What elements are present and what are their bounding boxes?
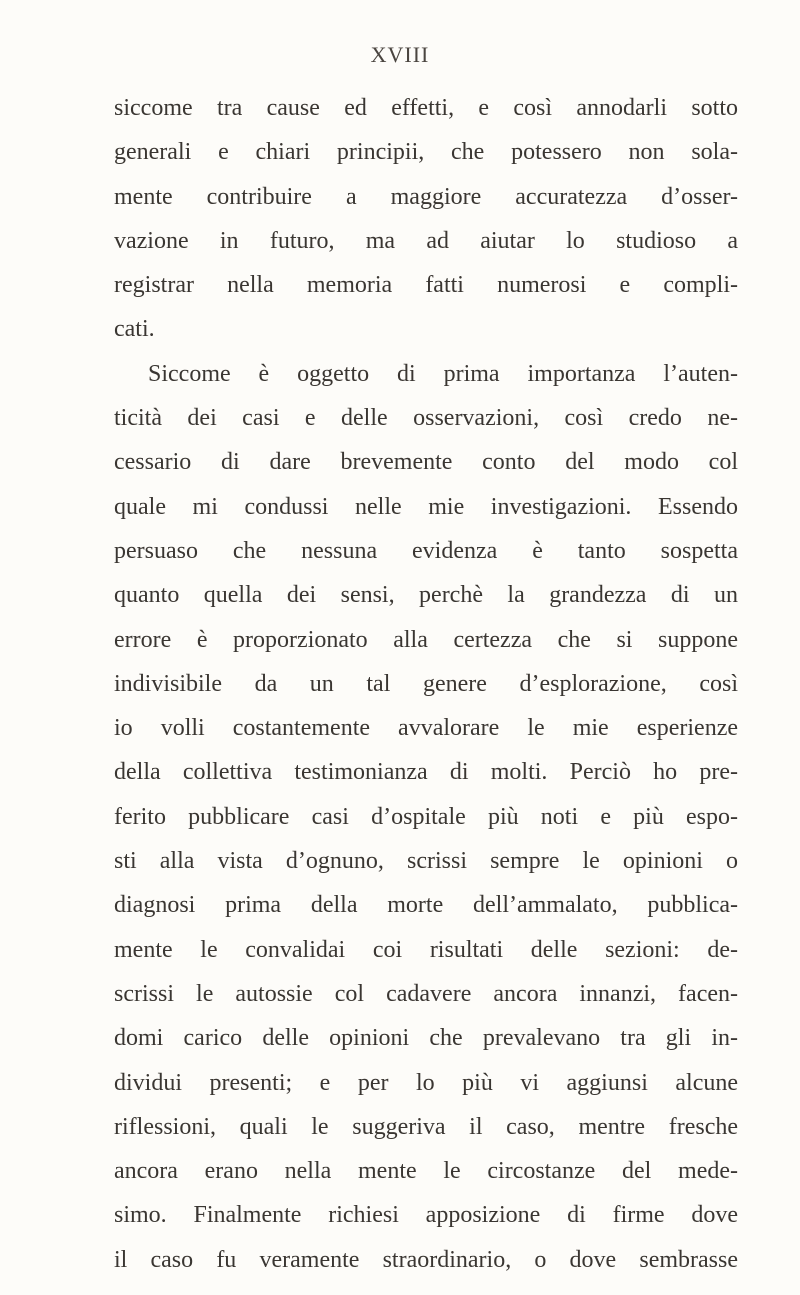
text-line: siccome tra cause ed effetti, e così annodarli sotto [114,95,738,121]
text-line: domi carico delle opinioni che prevalevano tra gli in- [114,1025,738,1052]
text-line: cessario di dare brevemente conto del modo col [114,449,738,476]
text-line: generali e chiari principii, che potessero non sola- [114,139,738,166]
text-line: scrissi le autossie col cadavere ancora innanzi, facen- [114,980,738,1007]
text-line: dividui presenti; e per lo più vi aggiunsi alcune [114,1069,738,1096]
text-line: ticità dei casi e delle osservazioni, così credo ne- [114,405,738,432]
text-line: mente contribuire a maggiore accuratezza d’osser- [114,183,738,210]
text-line: mente le convalidai coi risultati delle sezioni: de- [114,936,738,963]
text-line: vazione in futuro, ma ad aiutar lo studioso a [114,227,738,254]
text-line: quanto quella dei sensi, perchè la grandezza di un [114,582,738,609]
text-line: riflessioni, quali le suggeriva il caso, mentre fresche [114,1113,738,1140]
text-line: ferito pubblicare casi d’ospitale più noti e più espo- [114,803,738,830]
text-line: persuaso che nessuna evidenza è tanto sospetta [114,537,738,564]
text-line: della collettiva testimonianza di molti. Perciò ho pre- [114,759,738,786]
text-line: registrar nella memoria fatti numerosi e compli- [114,272,738,299]
text-line: diagnosi prima della morte dell’ammalato, pubblica- [114,892,738,919]
body-text [114,86,738,1282]
text-line: sti alla vista d’ognuno, scrissi sempre le opinioni o [114,848,738,875]
paragraph-start-line: Siccome è oggetto di prima importanza l’auten- [148,360,738,387]
page-number: XVIII [370,42,430,67]
text-line: cati. [114,316,155,343]
text-line: io volli costantemente avvalorare le mie esperienze [114,715,738,742]
text-line: il caso fu veramente straordinario, o dove sembrasse [114,1246,738,1273]
text-line: ancora erano nella mente le circostanze del mede- [114,1158,738,1185]
text-line: quale mi condussi nelle mie investigazioni. Essendo [114,493,738,520]
text-line: indivisibile da un tal genere d’esplorazione, così [114,670,738,697]
text-line: errore è proporzionato alla certezza che si suppone [114,626,738,653]
text-line: simo. Finalmente richiesi apposizione di firme dove [114,1202,738,1229]
